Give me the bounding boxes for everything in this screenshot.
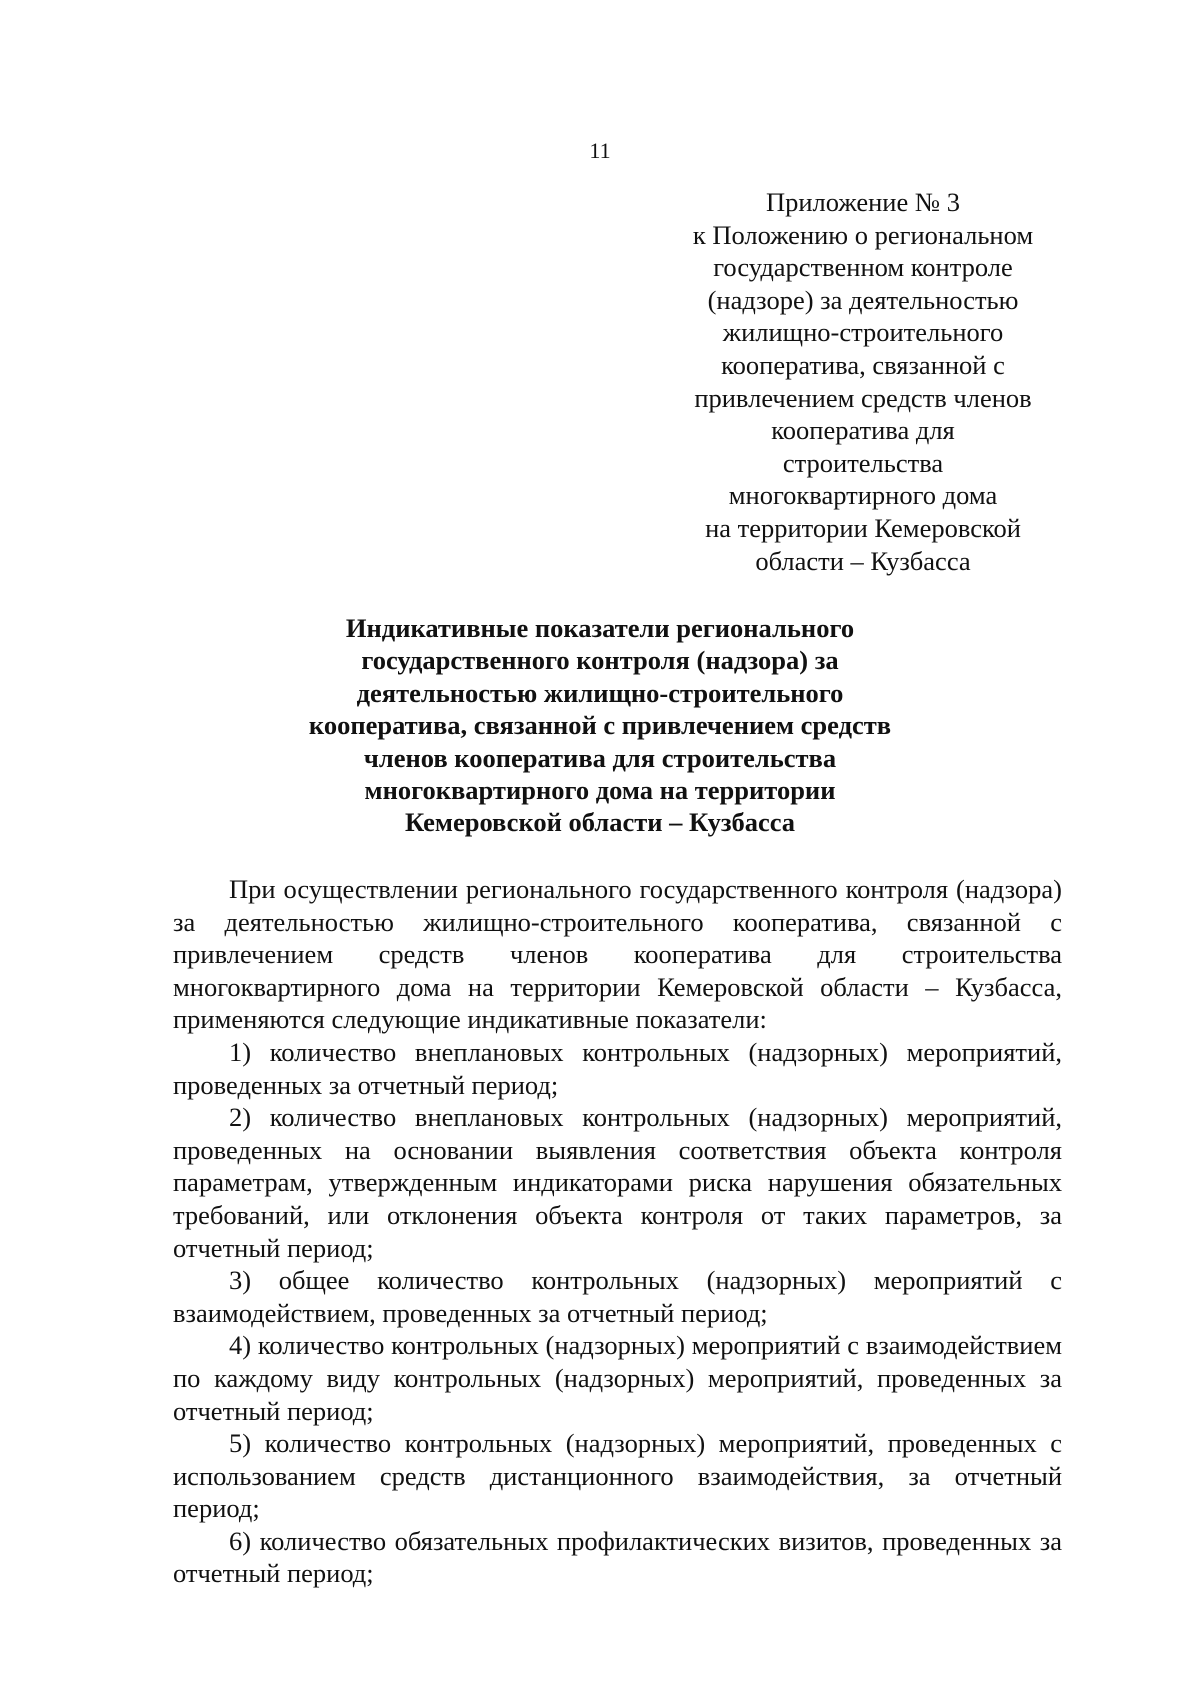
appendix-line: кооператива для bbox=[771, 415, 955, 446]
heading-line: деятельностью жилищно-строительного bbox=[356, 677, 844, 708]
appendix-line: жилищно-строительного bbox=[722, 317, 1004, 348]
appendix-line: Приложение № 3 bbox=[765, 187, 960, 217]
intro-paragraph: При осуществлении регионального государственного контроля (надзора) за деятельностью жилищно-строительного кооператива, связанной с привлечением средств членов кооператива для строительства многоквартирного дома на территории Кемеровской области – Кузбасса, применяются следующие индикативные показатели: bbox=[173, 874, 1062, 1035]
heading-line: Кемеровской области – Кузбасса bbox=[404, 807, 796, 838]
appendix-line: к Положению о региональном bbox=[692, 219, 1034, 250]
appendix-line: привлечением средств членов bbox=[694, 382, 1032, 413]
appendix-line: кооператива, связанной с bbox=[721, 349, 1005, 380]
appendix-line: области – Кузбасса bbox=[755, 545, 971, 576]
appendix-line: строительства bbox=[782, 447, 944, 478]
body-text bbox=[173, 873, 1062, 1590]
appendix-line: многоквартирного дома bbox=[728, 480, 998, 511]
heading-line: кооператива, связанной с привлечением средств bbox=[308, 710, 892, 741]
appendix-line: (надзоре) за деятельностью bbox=[707, 284, 1019, 315]
document-heading bbox=[220, 612, 980, 839]
indicator-item-3: 3) общее количество контрольных (надзорных) мероприятий с взаимодействием, проведенных за отчетный период; bbox=[173, 1265, 1062, 1328]
heading-line: членов кооператива для строительства bbox=[363, 742, 837, 773]
indicator-item-4: 4) количество контрольных (надзорных) мероприятий с взаимодействием по каждому виду контрольных (надзорных) мероприятий, проведенных за отчетный период; bbox=[173, 1330, 1062, 1426]
page-number: 11 bbox=[589, 138, 611, 163]
heading-line: государственного контроля (надзора) за bbox=[361, 645, 839, 676]
indicator-item-2: 2) количество внеплановых контрольных (надзорных) мероприятий, проведенных на основании выявления соответствия объекта контроля параметрам, утвержденным индикаторами риска нарушения обязательных требований, или отклонения объекта контроля от таких параметров, за отчетный период; bbox=[173, 1102, 1062, 1263]
appendix-line: на территории Кемеровской bbox=[705, 512, 1021, 543]
indicator-item-5: 5) количество контрольных (надзорных) мероприятий, проведенных с использованием средств дистанционного взаимодействия, за отчетный период; bbox=[173, 1428, 1062, 1524]
indicator-item-1: 1) количество внеплановых контрольных (надзорных) мероприятий, проведенных за отчетный период; bbox=[173, 1036, 1062, 1100]
appendix-reference bbox=[660, 186, 1066, 577]
indicator-item-6: 6) количество обязательных профилактических визитов, проведенных за отчетный период; bbox=[173, 1525, 1062, 1589]
heading-line: Индикативные показатели регионального bbox=[345, 613, 855, 643]
heading-line: многоквартирного дома на территории bbox=[364, 775, 836, 806]
appendix-line: государственном контроле bbox=[713, 252, 1013, 283]
